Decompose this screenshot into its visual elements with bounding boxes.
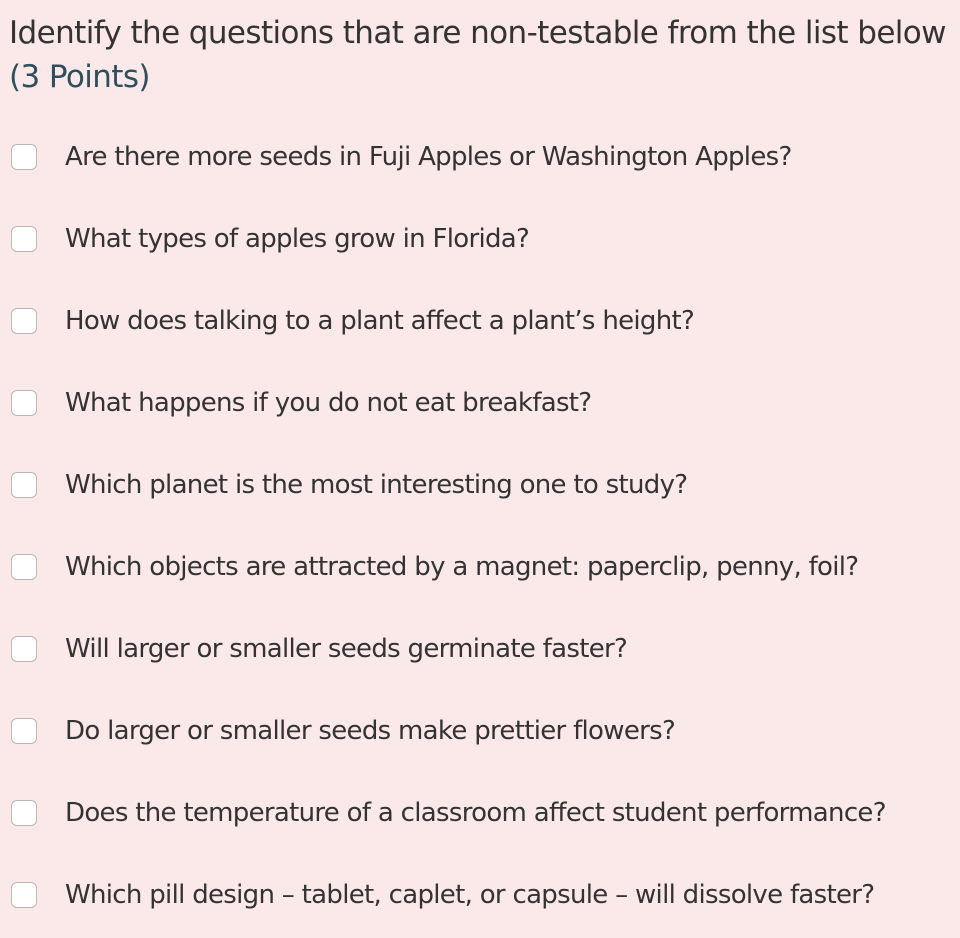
answer-option-9[interactable] — [0, 774, 960, 856]
answer-option-label: What types of apples grow in Florida? — [65, 224, 530, 254]
answer-option-1[interactable] — [0, 118, 960, 200]
answer-option-label: Are there more seeds in Fuji Apples or Washington Apples? — [65, 142, 792, 172]
answer-option-2[interactable] — [0, 200, 960, 282]
checkbox[interactable] — [11, 554, 37, 580]
checkbox[interactable] — [11, 800, 37, 826]
answer-option-3[interactable] — [0, 282, 960, 364]
question-points: (3 Points) — [9, 59, 150, 95]
answer-options — [0, 118, 960, 938]
question-title — [9, 11, 960, 99]
checkbox[interactable] — [11, 472, 37, 498]
checkbox[interactable] — [11, 636, 37, 662]
answer-option-8[interactable] — [0, 692, 960, 774]
answer-option-label: Which planet is the most interesting one to study? — [65, 470, 688, 500]
answer-option-label: Which objects are attracted by a magnet: paperclip, penny, foil? — [65, 552, 859, 582]
checkbox[interactable] — [11, 144, 37, 170]
answer-option-label: Which pill design – tablet, caplet, or capsule – will dissolve faster? — [65, 880, 875, 910]
checkbox[interactable] — [11, 718, 37, 744]
answer-option-label: How does talking to a plant affect a plant’s height? — [65, 306, 695, 336]
answer-option-7[interactable] — [0, 610, 960, 692]
answer-option-label: Does the temperature of a classroom affect student performance? — [65, 798, 886, 828]
checkbox[interactable] — [11, 226, 37, 252]
answer-option-label: What happens if you do not eat breakfast? — [65, 388, 592, 418]
checkbox[interactable] — [11, 390, 37, 416]
answer-option-10[interactable] — [0, 856, 960, 938]
checkbox[interactable] — [11, 308, 37, 334]
answer-option-4[interactable] — [0, 364, 960, 446]
answer-option-label: Will larger or smaller seeds germinate faster? — [65, 634, 628, 664]
question-text: Identify the questions that are non-testable from the list below — [9, 15, 946, 51]
checkbox[interactable] — [11, 882, 37, 908]
answer-option-6[interactable] — [0, 528, 960, 610]
answer-option-5[interactable] — [0, 446, 960, 528]
answer-option-label: Do larger or smaller seeds make prettier flowers? — [65, 716, 676, 746]
